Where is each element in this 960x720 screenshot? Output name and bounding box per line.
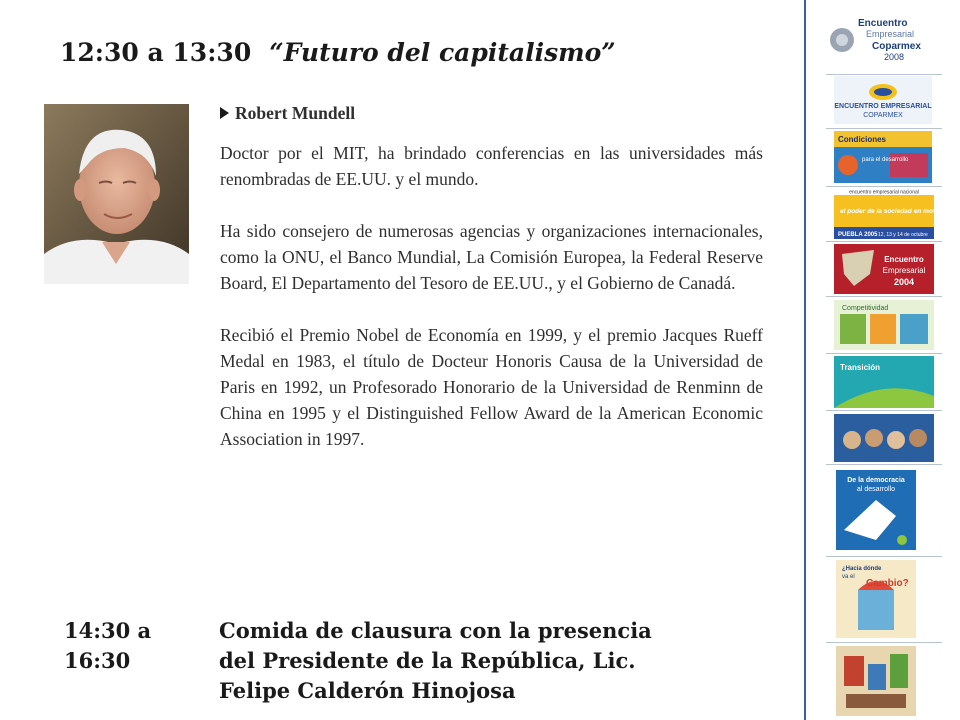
- divider: [826, 642, 942, 643]
- logo-thumbnail: [826, 10, 932, 70]
- speaker-photo: [44, 104, 189, 284]
- bio-paragraph: Recibió el Premio Nobel de Economía en 1999, y el premio Jacques Rueff Medal en 1983, el título de Docteur Honoris Causa de la Universidad de Paris en 1992, un Profesorado Honorario de la Universidad de Renminn de China en 1995 y el Distinguished Fellow Award de la American Economic Association in 1997.: [220, 325, 763, 449]
- logo-text: ENCUENTRO EMPRESARIAL: [834, 103, 932, 110]
- logo-thumbnail: [834, 356, 934, 408]
- logo-thumbnail: [834, 131, 932, 183]
- logo-text: Condiciones: [838, 135, 887, 144]
- session-title: [60, 38, 616, 67]
- closing-description: Comida de clausura con la presencia del Presidente de la República, Lic. Felipe Calderón Hinojosa: [219, 618, 652, 703]
- divider: [826, 128, 942, 129]
- logo-text: Transición: [840, 363, 881, 372]
- logo-text: Coparmex: [872, 41, 921, 52]
- logo-text: Empresarial: [866, 29, 915, 39]
- logo-text: va el: [842, 574, 855, 580]
- vertical-divider: [804, 0, 806, 720]
- divider: [826, 296, 942, 297]
- speaker-bio: [220, 100, 763, 478]
- logo-text: Encuentro: [884, 255, 924, 264]
- logo-thumbnail: [836, 560, 916, 638]
- talk-title: “Futuro del capitalismo”: [269, 38, 616, 67]
- closing-time: 14:30 a 16:30: [64, 618, 152, 673]
- divider: [826, 353, 942, 354]
- bio-paragraph: Ha sido consejero de numerosas agencias y organizaciones internacionales, como la ONU, el Banco Mundial, La Comisión Europea, la Federal Reserve Board, El Departamento del Tesoro de EE.UU., y el Gobierno de Canadá.: [220, 221, 763, 293]
- logo-text: el poder de la sociedad en movimiento: [840, 208, 960, 215]
- logo-thumbnail: [834, 300, 934, 350]
- logo-thumbnail: [834, 244, 934, 294]
- arrow-bullet-icon: [220, 107, 229, 119]
- session-time: 12:30 a 13:30: [60, 38, 252, 67]
- logo-text: Encuentro: [858, 18, 908, 29]
- logo-thumbnail: [836, 470, 916, 550]
- logo-thumbnail: [834, 76, 932, 124]
- closing-session: [64, 616, 689, 706]
- logo-text: De la democracia: [847, 477, 905, 484]
- logo-text: encuentro empresarial nacional: [849, 189, 919, 196]
- logo-text: ¿Hacia dónde: [842, 566, 882, 572]
- logo-text: COPARMEX: [863, 112, 903, 119]
- divider: [826, 556, 942, 557]
- logo-text: para el desarrollo: [862, 157, 909, 163]
- divider: [826, 241, 942, 242]
- logo-thumbnail: [834, 187, 960, 239]
- divider: [826, 74, 942, 75]
- divider: [826, 410, 942, 411]
- logo-text: 12, 13 y 14 de octubre: [878, 232, 928, 238]
- logo-text: al desarrollo: [856, 486, 896, 493]
- speaker-name-row: [220, 100, 763, 126]
- logo-text: 2008: [884, 52, 905, 62]
- logo-text: 2004: [893, 277, 915, 287]
- logo-text: Cambio?: [866, 578, 909, 589]
- logo-text: PUEBLA 2005: [838, 232, 878, 238]
- logo-thumbnail: [836, 646, 916, 716]
- logo-text: Competitividad: [842, 305, 889, 312]
- logo-thumbnail: [834, 414, 934, 462]
- logo-text: Empresarial: [882, 266, 926, 275]
- bio-paragraph: Doctor por el MIT, ha brindado conferencias en las universidades más renombradas de EE.UU. y el mundo.: [220, 143, 763, 189]
- speaker-name: Robert Mundell: [235, 103, 356, 123]
- divider: [826, 464, 942, 465]
